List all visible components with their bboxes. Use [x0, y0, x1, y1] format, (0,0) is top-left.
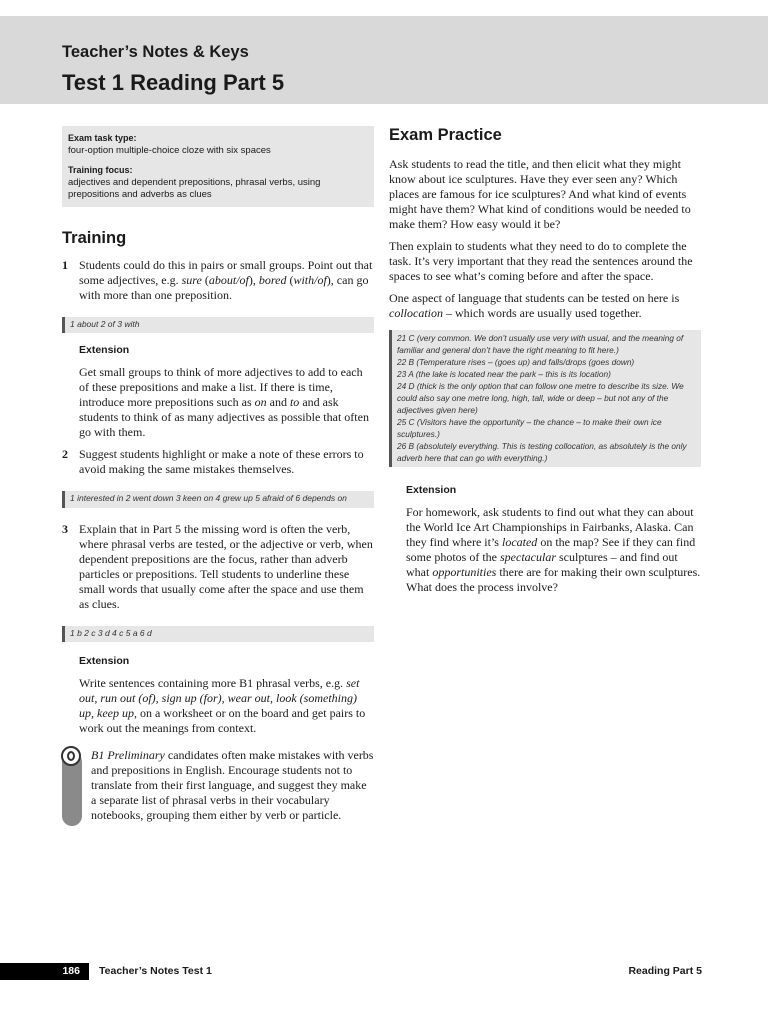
item-text: Suggest students highlight or make a note of these errors to avoid making the same mistakes themselves.	[79, 447, 364, 476]
training-item-3	[62, 522, 374, 612]
page-number: 186	[62, 965, 80, 977]
exam-tip-icon	[61, 746, 81, 766]
answer-key-exam	[389, 330, 701, 467]
page-number-bar	[0, 963, 89, 980]
answer-key-3: 1 b 2 c 3 d 4 c 5 a 6 d	[62, 626, 374, 643]
item-number: 2	[62, 447, 68, 461]
left-column	[62, 126, 374, 823]
extension-text: Get small groups to think of more adjectives to add to each of these prepositions and make a list. If there is time, introduce more prepositions such as on and to and ask students to think of as many adjectives as possible that often go with them.	[79, 365, 369, 439]
page-header	[0, 16, 768, 104]
exam-tip: B1 Preliminary candidates often make mistakes with verbs and prepositions in English. Encourage students not to translate from their first language, and suggest they make a separate list of phrasal verbs in their vocabulary notebooks, grouping them either by verb or particle.	[62, 748, 374, 823]
exam-info-box	[62, 126, 374, 207]
task-type-label: Exam task type:	[68, 133, 137, 143]
footer-left-text: Teacher’s Notes Test 1	[99, 965, 212, 977]
extension-text: For homework, ask students to find out what they can about the World Ice Art Championships in Fairbanks, Alaska. Can they find where it’s located on the map? See if they can find some photos of the spectacular sculptures – and find out what opportunities there are for making their own sculptures. What does the process involve?	[406, 505, 701, 594]
header-subtitle: Teacher’s Notes & Keys	[62, 43, 249, 61]
answer-line: 25 C (Visitors have the opportunity – the chance – to make their own ice sculptures.)	[397, 417, 662, 439]
exam-practice-heading: Exam Practice	[389, 126, 502, 144]
exam-practice-paragraph-3: One aspect of language that students can be tested on here is collocation – which words are usually used together.	[389, 291, 680, 320]
footer-right-text: Reading Part 5	[628, 965, 702, 977]
item-number: 3	[62, 521, 68, 536]
training-item-1: 1 Students could do this in pairs or small groups. Point out that some adjectives, e.g. sure (about/of), bored (with/of), can go with more than one preposition.	[62, 257, 373, 302]
answer-line: 24 D (thick is the only option that can follow one metre to describe its size. We could also say one metre long, high, tall, wide or deep – but not any of the adjectives given here)	[397, 381, 684, 415]
page-title: Test 1 Reading Part 5	[62, 70, 285, 95]
extension-text: Write sentences containing more B1 phrasal verbs, e.g. set out, run out (of), sign up (for), wear out, look (something) up, keep up, on a worksheet or on the board and get pairs to work out the meanings from context.	[79, 676, 366, 735]
answer-key-2: 1 interested in 2 went down 3 keen on 4 grew up 5 afraid of 6 depends on	[62, 491, 374, 508]
extension-heading: Extension	[79, 344, 130, 356]
answer-line: 22 B (Temperature rises – (goes up) and falls/drops (goes down)	[397, 357, 635, 367]
answer-key-1: 1 about 2 of 3 with	[62, 317, 374, 334]
training-heading: Training	[62, 228, 127, 247]
item-number: 1	[62, 257, 68, 272]
extension-heading: Extension	[79, 655, 130, 667]
answer-line: 26 B (absolutely everything. This is testing collocation, as absolutely is the only adverb here that can go with everything.)	[397, 441, 687, 463]
exam-practice-paragraph-1: Ask students to read the title, and then elicit what they might know about ice sculptures. Have they ever seen any? Which places are famous for ice sculptures? And what kind of events might have them? What kind of conditions would be needed to make them? How easy would it be?	[389, 157, 691, 231]
answer-line: 21 C (very common. We don’t usually use very with usual, and the meaning of familiar and general don’t have the right meaning to fit here.)	[397, 333, 684, 355]
training-focus-text: adjectives and dependent prepositions, phrasal verbs, using prepositions and adverbs as clues	[68, 176, 321, 200]
answer-line: 23 A (the lake is located near the park – this is its location)	[397, 369, 611, 379]
extension-block-1	[62, 344, 374, 440]
training-item-2	[62, 447, 374, 477]
exam-practice-paragraph-2: Then explain to students what they need to do to complete the task. It’s very important that they read the sentences around the spaces to see what’s coming before and after the space.	[389, 239, 693, 283]
item-text: Explain that in Part 5 the missing word is often the verb, where phrasal verbs are tested, or the adjective or verb, when dependent prepositions are the focus, rather than adverb particles or prepositions. Tell students to underline these small words that usually come after the space and use them as clues.	[79, 521, 373, 611]
task-type-text: four-option multiple-choice cloze with six spaces	[68, 144, 271, 156]
extension-block-3	[389, 484, 701, 595]
right-column	[389, 126, 701, 595]
extension-heading: Extension	[406, 484, 457, 496]
extension-block-2	[62, 655, 374, 736]
training-focus-label: Training focus:	[68, 165, 133, 175]
